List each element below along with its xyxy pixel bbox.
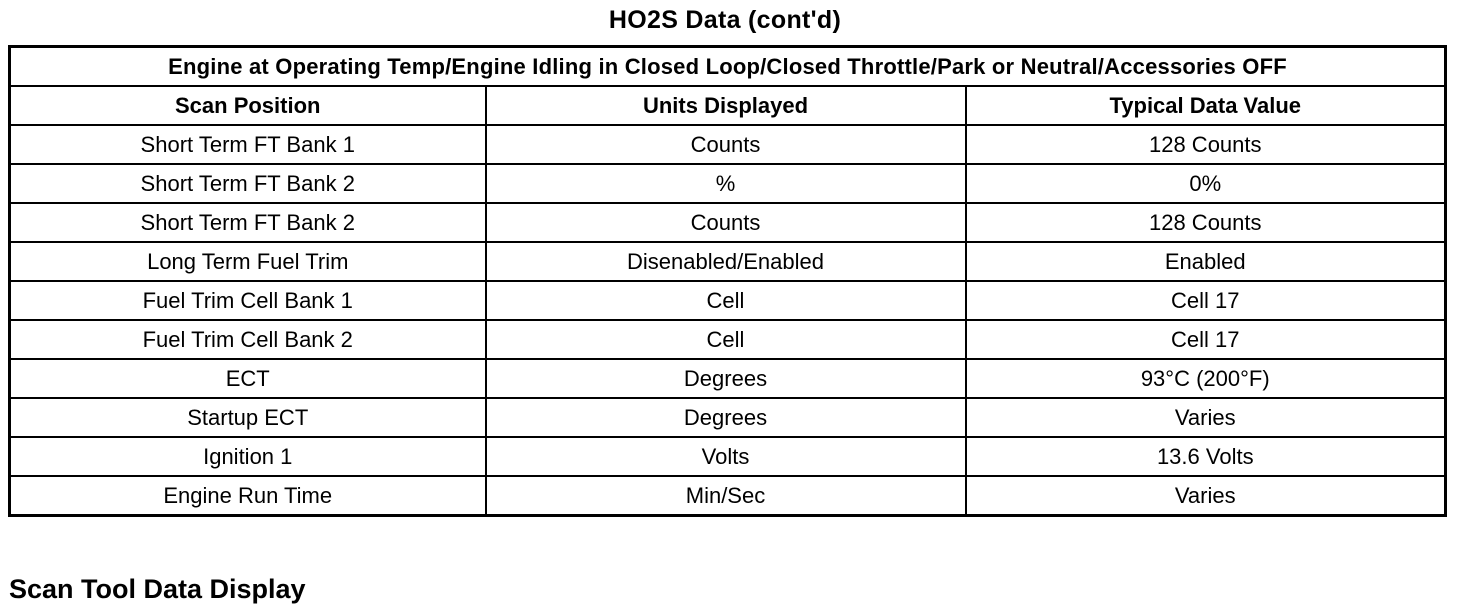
table-row [10,203,1446,242]
typical-value-cell: Varies [966,476,1446,516]
typical-value-cell: 0% [966,164,1446,203]
table-row [10,281,1446,320]
header-row [10,86,1446,125]
scan-position-cell: Short Term FT Bank 1 [10,125,486,164]
scan-position-cell: Long Term Fuel Trim [10,242,486,281]
units-cell: Cell [486,320,966,359]
typical-value-cell: 128 Counts [966,125,1446,164]
scan-position-cell: Fuel Trim Cell Bank 1 [10,281,486,320]
typical-value-cell: 128 Counts [966,203,1446,242]
scan-position-cell: Fuel Trim Cell Bank 2 [10,320,486,359]
scan-position-cell: Short Term FT Bank 2 [10,203,486,242]
units-cell: % [486,164,966,203]
typical-value-cell: Cell 17 [966,281,1446,320]
page-title: HO2S Data (cont'd) [608,6,842,34]
operating-condition: Engine at Operating Temp/Engine Idling in Closed Loop/Closed Throttle/Park or Neutral/Accessories OFF [10,47,1446,87]
typical-value-cell: Cell 17 [966,320,1446,359]
units-cell: Counts [486,125,966,164]
units-cell: Min/Sec [486,476,966,516]
table-row [10,320,1446,359]
column-header-scan-position: Scan Position [10,86,486,125]
table-row [10,437,1446,476]
typical-value-cell: 93°C (200°F) [966,359,1446,398]
table-row [10,476,1446,516]
scan-position-cell: Short Term FT Bank 2 [10,164,486,203]
units-cell: Cell [486,281,966,320]
table-row [10,125,1446,164]
scan-position-cell: Startup ECT [10,398,486,437]
typical-value-cell: 13.6 Volts [966,437,1446,476]
units-cell: Volts [486,437,966,476]
scan-position-cell: Engine Run Time [10,476,486,516]
column-header-typical-data-value: Typical Data Value [966,86,1446,125]
section-heading: Scan Tool Data Display [9,574,306,604]
units-cell: Counts [486,203,966,242]
typical-value-cell: Varies [966,398,1446,437]
typical-value-cell: Enabled [966,242,1446,281]
table-row [10,359,1446,398]
condition-row [10,47,1446,87]
scan-position-cell: ECT [10,359,486,398]
column-header-units-displayed: Units Displayed [486,86,966,125]
ho2s-data-table [8,45,1447,517]
units-cell: Degrees [486,398,966,437]
scan-position-cell: Ignition 1 [10,437,486,476]
units-cell: Degrees [486,359,966,398]
units-cell: Disenabled/Enabled [486,242,966,281]
table-row [10,164,1446,203]
table-row [10,398,1446,437]
table-row [10,242,1446,281]
